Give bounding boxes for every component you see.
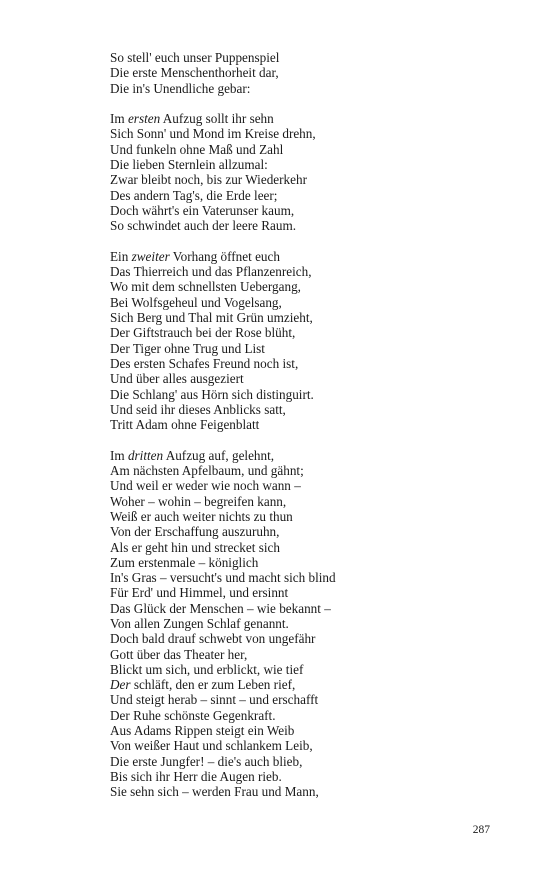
emphasized-word: zweiter [131,248,170,264]
verse-line: Sich Berg und Thal mit Grün umzieht, [110,310,313,326]
verse-line: Des ersten Schafes Freund noch ist, [110,355,299,371]
verse-line: Von der Erschaffung auszuruhn, [110,524,280,540]
verse-text: Im [110,111,128,127]
verse-line: Des andern Tag's, die Erde leer; [110,187,278,203]
emphasized-word: dritten [127,447,164,463]
verse-line: Die in's Unendliche gebar: [110,80,251,96]
verse-line: So stell' euch unser Puppenspiel [110,50,280,65]
verse-line: Der Giftstrauch bei der Rose blüht, [110,325,296,341]
page-number: 287 [472,824,490,836]
verse-text: Aufzug auf, gelehnt, [163,447,275,463]
emphasized-word: ersten [127,111,161,127]
emphasized-word: Der [110,677,131,693]
stanza [110,50,510,96]
verse-line: Bei Wolfsgeheul und Vogelsang, [110,294,282,310]
verse-line: In's Gras – versucht's und macht sich blind [110,570,336,586]
stanza [110,448,510,800]
verse-line: Die erste Jungfer! – die's auch blieb, [110,753,303,769]
stanza [110,111,510,233]
verse-line: Die lieben Sternlein allzumal: [110,157,268,173]
verse-line: Zwar bleibt noch, bis zur Wiederkehr [110,172,307,188]
verse-line: Blickt um sich, und erblickt, wie tief [110,661,304,677]
verse-line: Zum erstenmale – königlich [110,554,259,570]
verse-line: Die erste Menschenthorheit dar, [110,65,279,81]
verse-line: Aus Adams Rippen steigt ein Weib [110,723,295,739]
verse-line: So schwindet auch der leere Raum. [110,218,297,234]
verse-text: schläft, den er zum Leben rief, [130,677,296,693]
verse-line: Und über alles ausgeziert [110,371,244,387]
verse-line: Doch bald drauf schwebt von ungefähr [110,631,316,647]
verse-line: Und funkeln ohne Maß und Zahl [110,141,284,157]
stanza [110,249,510,433]
verse-line: Für Erd' und Himmel, und ersinnt [110,585,289,601]
verse-line: Gott über das Theater her, [110,646,248,662]
verse-line: Das Thierreich und das Pflanzenreich, [110,264,312,280]
verse-line: Und steigt herab – sinnt – und erschafft [110,692,319,708]
verse-text: Ein [110,248,132,264]
verse-line: Tritt Adam ohne Feigenblatt [110,417,260,433]
verse-line: Von allen Zungen Schlaf genannt. [110,615,289,631]
verse-line: Das Glück der Menschen – wie bekannt – [110,600,331,616]
verse-line [110,111,510,126]
verse-line: Sich Sonn' und Mond im Kreise drehn, [110,126,316,142]
verse-line: Der Tiger ohne Trug und List [110,340,265,356]
verse-line: Und seid ihr dieses Anblicks satt, [110,401,286,417]
verse-line: Der Ruhe schönste Gegenkraft. [110,707,276,723]
verse-line: Die Schlang' aus Hörn sich distinguirt. [110,386,314,402]
verse-text: Aufzug sollt ihr sehn [160,111,274,127]
verse-line [110,249,510,264]
verse-line [110,677,510,692]
verse-line: Wo mit dem schnellsten Uebergang, [110,279,301,295]
verse-line: Doch währt's ein Vaterunser kaum, [110,202,295,218]
poem-text [110,50,510,815]
verse-line: Woher – wohin – begreifen kann, [110,493,287,509]
verse-text: Im [110,447,128,463]
verse-line: Am nächsten Apfelbaum, und gähnt; [110,463,304,479]
verse-text: Vorhang öffnet euch [169,248,280,264]
verse-line: Von weißer Haut und schlankem Leib, [110,738,313,754]
verse-line: Und weil er weder wie noch wann – [110,478,301,494]
verse-line [110,448,510,463]
verse-line: Weiß er auch weiter nichts zu thun [110,508,293,524]
verse-line: Bis sich ihr Herr die Augen rieb. [110,768,282,784]
verse-line: Als er geht hin und strecket sich [110,539,280,555]
verse-line: Sie sehn sich – werden Frau und Mann, [110,784,319,800]
